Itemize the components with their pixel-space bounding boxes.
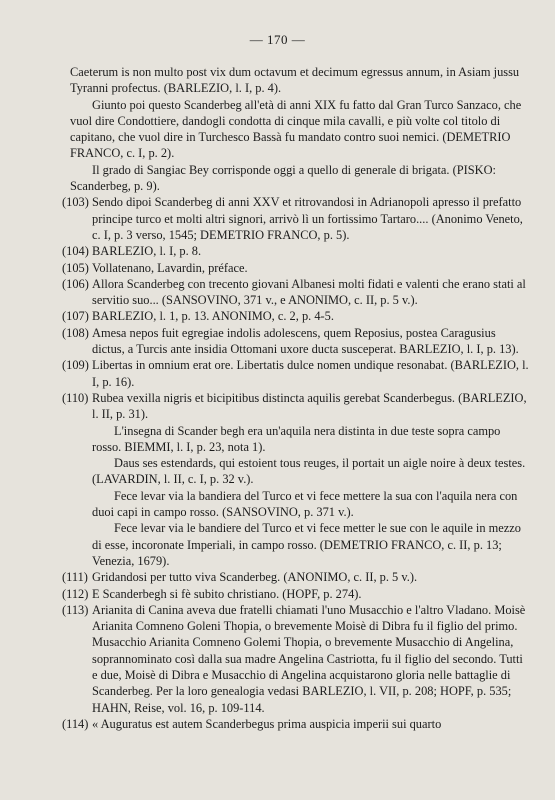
- note-text: Amesa nepos fuit egregiae indolis adolescens, quem Reposius, postea Caragusius dictus, a Turcis ante insidia Ottomani uxore ducta susceperat. BARLEZIO, l. I, p. 13).: [92, 325, 519, 357]
- note-text: Gridandosi per tutto viva Scanderbeg. (ANONIMO, c. II, p. 5 v.).: [92, 570, 418, 585]
- note-107: [62, 308, 530, 324]
- note-text: « Auguratus est autem Scanderbegus prima auspicia imperii sui quarto: [92, 716, 442, 731]
- note-103: [62, 194, 530, 243]
- note-104: [62, 243, 530, 259]
- note-number: (106): [62, 276, 89, 291]
- paragraph: Il grado di Sangiac Bey corrisponde oggi a quello di generale di brigata. (PISKO: Scanderbeg, p. 9).: [70, 162, 496, 194]
- note-text: Allora Scanderbeg con trecento giovani Albanesi molti fidati e valenti che erano stati al servitio suo... (SANSOVINO, 371 v., e ANONIMO, c. II, p. 5 v.).: [92, 276, 526, 308]
- note-112: [62, 586, 530, 602]
- note-text: Vollatenano, Lavardin, préface.: [92, 260, 248, 275]
- note-number: (103): [62, 195, 89, 210]
- note-106: [62, 276, 530, 309]
- note-subparagraph: L'insegna di Scander begh era un'aquila nera distinta in due teste sopra campo rosso. BIEMMI, l. I, p. 23, nota 1).: [92, 423, 501, 454]
- note-text: BARLEZIO, l. I, p. 8.: [92, 244, 202, 259]
- paragraph: Giunto poi questo Scanderbeg all'età di anni XIX fu fatto dal Gran Turco Sanzaco, che vuol dire Condottiere, dandogli condotta di cinque mila cavalli, e più volte col titolo di capitano, che vuol dire in Turchesco Bassà fu mandato contro suoi nemici. (DEMETRIO FRANCO, c. I, p. 2).: [70, 97, 522, 161]
- note-number: (105): [62, 260, 89, 275]
- note-subparagraph: Fece levar via le bandiere del Turco et vi fece metter le sue con le aquile in mezzo di esse, incoronate Imperiali, in campo rosso. (DEMETRIO FRANCO, c. II, p. 13; Venezia, 1679).: [92, 521, 521, 568]
- note-text: Arianita di Canina aveva due fratelli chiamati l'uno Musacchio e l'altro Vladano. Moisè Arianita Comneno Goleni Thopia, o brevemente Moisè di Dibra fu il figlio del primo. Musacchio Arianita Comneno Golemi Thopia, o brevemente Musacchio di Angelina, soprannominato così dalla sua madre Angelina Castriotta, fu il figlio del secondo. Tutti e due, Moisè di Dibra e Musacchio di Angelina acquistarono gloria nelle battaglie di Scanderbeg. Per la loro genealogia vedasi BARLEZIO, l. VII, p. 208; HOPF, p. 535; HAHN, Reise, vol. 16, p. 109-114.: [92, 602, 526, 715]
- note-number: (109): [62, 358, 89, 373]
- note-111: [62, 569, 530, 585]
- note-number: (113): [62, 602, 89, 617]
- note-subparagraph: Fece levar via la bandiera del Turco et vi fece mettere la sua con l'aquila nera con duoi capi in campo rosso. (SANSOVINO, p. 371 v.).: [92, 488, 518, 520]
- note-text: E Scanderbegh si fè subito christiano. (HOPF, p. 274).: [92, 586, 362, 601]
- note-text: Libertas in omnium erat ore. Libertatis dulce nomen undique resonabat. (BARLEZIO, l. I, p. 16).: [92, 358, 529, 389]
- paragraph: Caeterum is non multo post vix dum octavum et decimum egressus annum, in Asiam jussu Tyranni profectus. (BARLEZIO, l. I, p. 4).: [70, 65, 520, 96]
- page-number: — 170 —: [249, 32, 306, 47]
- note-text: Rubea vexilla nigris et bicipitibus distincta aquilis gerebat Scanderbegus. (BARLEZIO, l. II, p. 31).: [92, 390, 527, 422]
- note-114: [62, 716, 530, 732]
- note-text: Sendo dipoi Scanderbeg di anni XXV et ritrovandosi in Adrianopoli apresso il prefatto principe turco et molti altri signori, arrivò lì un fortissimo Tartaro.... (Anonimo Veneto, c. I, p. 3 verso, 1545; DEMETRIO FRANCO, p. 5).: [92, 195, 523, 242]
- page-body: [62, 64, 530, 732]
- note-113: [62, 602, 530, 716]
- note-number: (114): [62, 716, 89, 731]
- note-number: (104): [62, 244, 89, 259]
- note-108: [62, 325, 530, 358]
- note-text: BARLEZIO, l. 1, p. 13. ANONIMO, c. 2, p. 4-5.: [92, 309, 334, 324]
- note-number: (107): [62, 309, 89, 324]
- note-105: [62, 260, 530, 276]
- note-109: [62, 357, 530, 390]
- note-subparagraph: Daus ses estendards, qui estoient tous reuges, il portait un aigle noire à deux testes. (LAVARDIN, l. II, c. I, p. 32 v.).: [92, 456, 526, 487]
- note-number: (112): [62, 586, 89, 601]
- note-number: (111): [62, 570, 88, 585]
- note-number: (110): [62, 390, 89, 405]
- note-number: (108): [62, 325, 89, 340]
- note-110: [62, 390, 530, 569]
